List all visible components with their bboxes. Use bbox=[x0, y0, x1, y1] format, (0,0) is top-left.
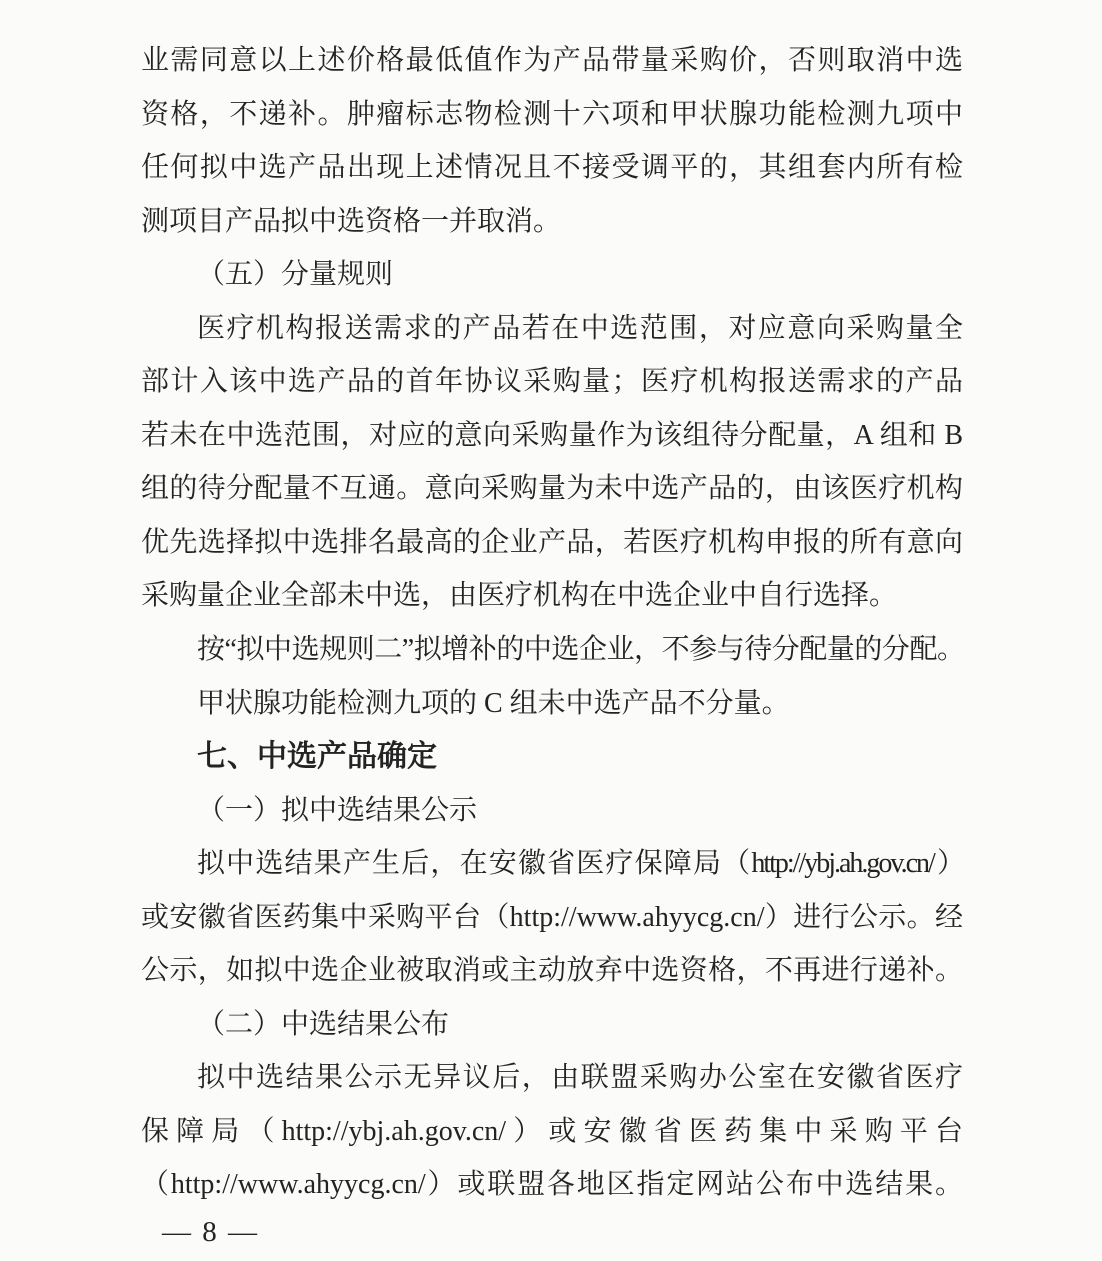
body-line: 保障局（http://ybj.ah.gov.cn/）或安徽省医药集中采购平台 bbox=[141, 1115, 963, 1147]
body-line: （http://www.ahyycg.cn/）或联盟各地区指定网站公布中选结果。 bbox=[141, 1169, 963, 1201]
page-number: — 8 — bbox=[162, 1216, 259, 1248]
body-line: 优先选择拟中选排名最高的企业产品，若医疗机构申报的所有意向 bbox=[141, 526, 963, 558]
body-line: 医疗机构报送需求的产品若在中选范围，对应意向采购量全 bbox=[197, 312, 963, 344]
body-line: 公示，如拟中选企业被取消或主动放弃中选资格，不再进行递补。 bbox=[141, 955, 963, 987]
body-line: 资格，不递补。肿瘤标志物检测十六项和甲状腺功能检测九项中 bbox=[141, 98, 963, 130]
body-line: 任何拟中选产品出现上述情况且不接受调平的，其组套内所有检 bbox=[141, 152, 963, 184]
body-line: 拟中选结果产生后，在安徽省医疗保障局（http://ybj.ah.gov.cn/） bbox=[197, 848, 963, 880]
body-line: 若未在中选范围，对应的意向采购量作为该组待分配量，A 组和 B bbox=[141, 419, 963, 451]
body-line: 采购量企业全部未中选，由医疗机构在中选企业中自行选择。 bbox=[141, 580, 898, 612]
body-line: 按“拟中选规则二”拟增补的中选企业，不参与待分配量的分配。 bbox=[197, 634, 963, 666]
body-line: 业需同意以上述价格最低值作为产品带量采购价，否则取消中选 bbox=[141, 45, 963, 76]
subheading-2-result-announcement: （二）中选结果公布 bbox=[197, 1008, 450, 1040]
heading-7-selected-product-determination: 七、中选产品确定 bbox=[197, 740, 437, 774]
document-page bbox=[141, 34, 963, 1212]
subheading-5-volume-rules: （五）分量规则 bbox=[197, 259, 394, 291]
subheading-1-proposed-result-publicity: （一）拟中选结果公示 bbox=[197, 794, 478, 826]
body-line: 部计入该中选产品的首年协议采购量；医疗机构报送需求的产品 bbox=[141, 366, 963, 398]
body-line: 测项目产品拟中选资格一并取消。 bbox=[141, 205, 562, 237]
body-line: 或安徽省医药集中采购平台（http://www.ahyycg.cn/）进行公示。经 bbox=[141, 901, 963, 933]
body-line: 甲状腺功能检测九项的 C 组未中选产品不分量。 bbox=[197, 687, 790, 719]
body-line: 拟中选结果公示无异议后，由联盟采购办公室在安徽省医疗 bbox=[197, 1062, 963, 1094]
body-line: 组的待分配量不互通。意向采购量为未中选产品的，由该医疗机构 bbox=[141, 473, 963, 505]
